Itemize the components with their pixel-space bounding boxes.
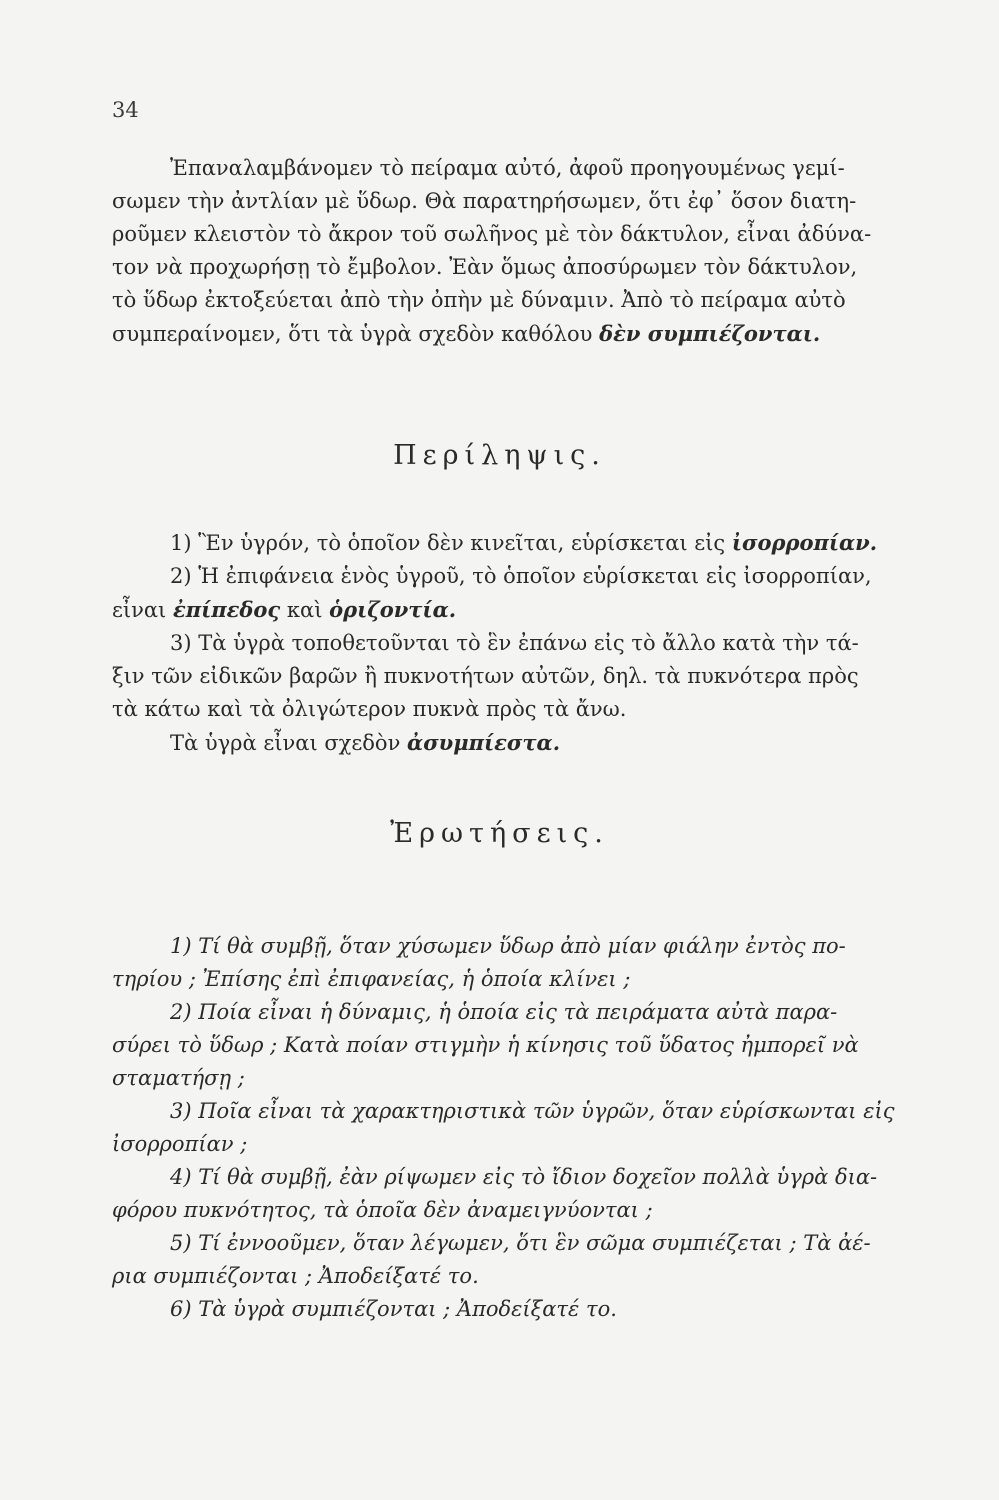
summary-item-2-mid: καὶ: [286, 598, 323, 622]
summary-item-1: [112, 526, 962, 560]
intro-last-line: συμπεραίνομεν, ὅτι τὰ ὑγρὰ σχεδὸν καθόλου: [112, 322, 593, 346]
question-line-9: φόρου πυκνότητος, τὰ ὁποῖα δὲν ἀναμειγνύονται ;: [112, 1198, 653, 1222]
summary-item-1-emphasis: ἰσορροπίαν.: [731, 530, 878, 555]
page-number: 34: [112, 98, 139, 122]
intro-line-3: ροῦμεν κλειστὸν τὸ ἄκρον τοῦ σωλῆνος μὲ τὸν δάκτυλον, εἶναι ἀδύνα-: [112, 222, 872, 246]
summary-item-4: [112, 726, 962, 760]
summary-heading: Περίληψις.: [393, 440, 606, 471]
question-line-4: σύρει τὸ ὕδωρ ; Κατὰ ποίαν στιγμὴν ἡ κίνησις τοῦ ὕδατος ἠμπορεῖ νὰ: [112, 1033, 859, 1057]
summary-section: [112, 526, 962, 760]
summary-item-2-pre: εἶναι: [112, 598, 167, 622]
summary-item-3-line-1: 3) Τὰ ὑγρὰ τοποθετοῦνται τὸ ἓν ἐπάνω εἰς τὸ ἄλλο κατὰ τὴν τά-: [170, 631, 859, 655]
summary-item-2-emphasis-1: ἐπίπεδος: [172, 597, 281, 622]
summary-item-3-line-3: τὰ κάτω καὶ τὰ ὀλιγώτερον πυκνὰ πρὸς τὰ ἄνω.: [112, 697, 627, 721]
questions-section: [112, 930, 962, 1326]
question-line-6: 3) Ποῖα εἶναι τὰ χαρακτηριστικὰ τῶν ὑγρῶν, ὅταν εὑρίσκωνται εἰς: [170, 1099, 895, 1123]
summary-item-4-text: Τὰ ὑγρὰ εἶναι σχεδὸν: [170, 731, 401, 755]
question-line-1: 1) Τί θὰ συμβῇ, ὅταν χύσωμεν ὕδωρ ἀπὸ μίαν φιάλην ἐντὸς πο-: [170, 934, 846, 958]
intro-line-5: τὸ ὕδωρ ἐκτοξεύεται ἀπὸ τὴν ὀπὴν μὲ δύναμιν. Ἀπὸ τὸ πείραμα αὐτὸ: [112, 288, 846, 312]
intro-paragraph: [112, 152, 962, 351]
summary-item-1-text: 1) Ἓν ὑγρόν, τὸ ὁποῖον δὲν κινεῖται, εὑρίσκεται εἰς: [170, 531, 726, 555]
summary-item-2-emphasis-2: ὁριζοντία.: [329, 597, 457, 622]
intro-line-2: σωμεν τὴν ἀντλίαν μὲ ὕδωρ. Θὰ παρατηρήσωμεν, ὅτι ἐφ᾽ ὅσον διατη-: [112, 189, 857, 213]
question-line-7: ἰσορροπίαν ;: [112, 1132, 248, 1156]
question-line-10: 5) Τί ἐννοοῦμεν, ὅταν λέγωμεν, ὅτι ἓν σῶμα συμπιέζεται ; Τὰ ἀέ-: [170, 1231, 871, 1255]
intro-line-6: [112, 317, 962, 351]
summary-item-3-line-2: ξιν τῶν εἰδικῶν βαρῶν ἢ πυκνοτήτων αὐτῶν, δηλ. τὰ πυκνότερα πρὸς: [112, 664, 859, 688]
question-line-8: 4) Τί θὰ συμβῇ, ἐὰν ρίψωμεν εἰς τὸ ἴδιον δοχεῖον πολλὰ ὑγρὰ δια-: [170, 1165, 878, 1189]
summary-item-2-line-2: [112, 593, 962, 627]
question-line-11: ρια συμπιέζονται ; Ἀποδείξατέ το.: [112, 1264, 479, 1288]
questions-heading: Ἐρωτήσεις.: [390, 818, 609, 849]
question-line-5: σταματήσῃ ;: [112, 1066, 245, 1090]
intro-line-1: Ἐπαναλαμβάνομεν τὸ πείραμα αὐτό, ἀφοῦ προηγουμένως γεμί-: [170, 156, 845, 180]
question-line-3: 2) Ποία εἶναι ἡ δύναμις, ἡ ὁποία εἰς τὰ πειράματα αὐτὰ παρα-: [170, 1000, 838, 1024]
intro-line-4: τον νὰ προχωρήσῃ τὸ ἔμβολον. Ἐὰν ὅμως ἀποσύρωμεν τὸν δάκτυλον,: [112, 255, 858, 279]
summary-item-4-emphasis: ἀσυμπίεστα.: [407, 730, 560, 755]
summary-item-2-line-1: 2) Ἡ ἐπιφάνεια ἑνὸς ὑγροῦ, τὸ ὁποῖον εὑρίσκεται εἰς ἰσορροπίαν,: [170, 564, 872, 588]
intro-emphasis: δὲν συμπιέζονται.: [599, 321, 821, 346]
question-line-12: 6) Τὰ ὑγρὰ συμπιέζονται ; Ἀποδείξατέ το.: [170, 1297, 617, 1321]
question-line-2: τηρίου ; Ἐπίσης ἐπὶ ἐπιφανείας, ἡ ὁποία κλίνει ;: [112, 967, 631, 991]
